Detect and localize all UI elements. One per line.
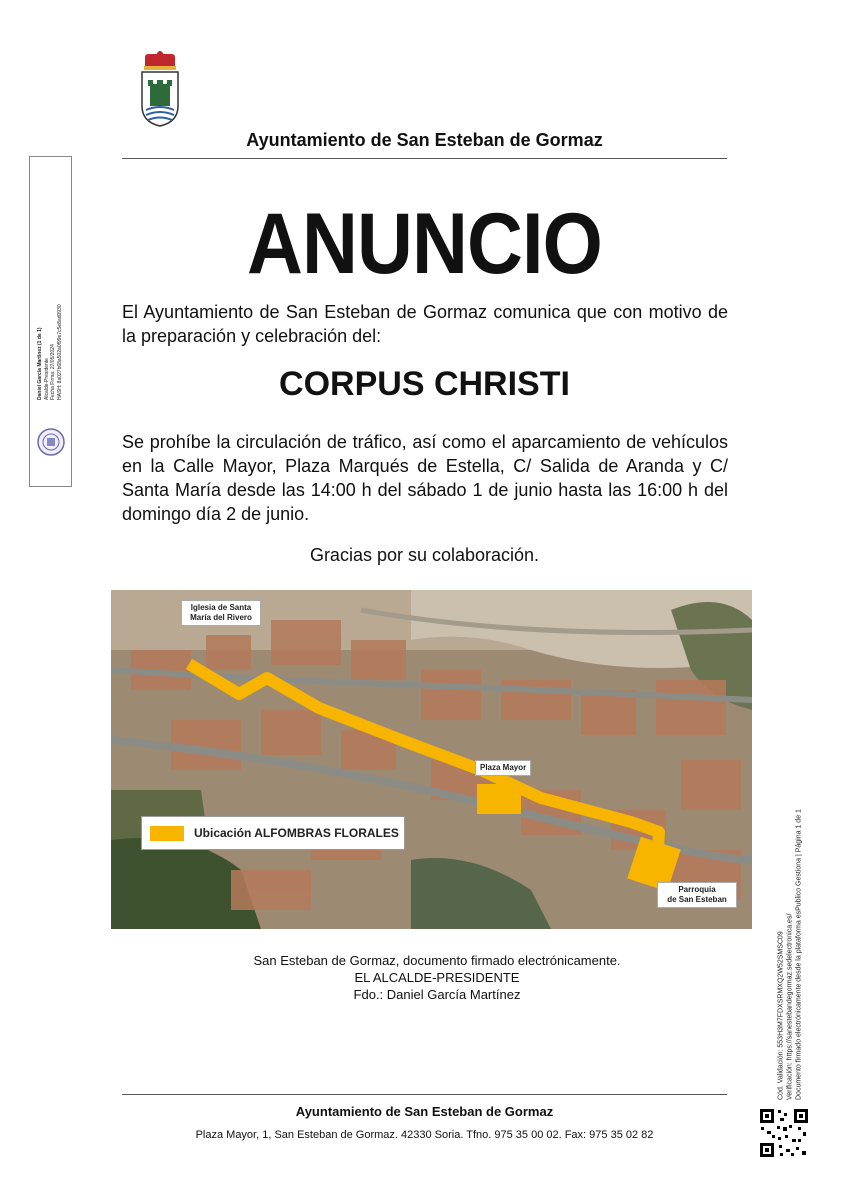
signature-strip-text: Daniel García Martínez (1 de 1) Alcalde-Presidente Fecha Firma: 27/05/2024 HASH: 8a027b68a502a0f99e7c5e8ad0930 [37,304,63,400]
intro-paragraph: El Ayuntamiento de San Esteban de Gormaz comunica que con motivo de la preparación y celebración del: [122,302,728,346]
notice-paragraph: Se prohíbe la circulación de tráfico, así como el aparcamiento de vehículos en la Calle Mayor, Plaza Marqués de Estella, C/ Salida de Aranda y C/ Santa María desde las 14:00 h del sábado 1 de junio hasta las 16:00 h del domingo día 2 de junio. [122,432,728,524]
map-legend [141,816,405,850]
headline: ANUNCIO [247,196,602,292]
footer-title: Ayuntamiento de San Esteban de Gormaz [295,1104,554,1119]
map-label-parish: Parroquia de San Esteban [657,882,737,908]
header-divider [122,158,727,159]
signature-block [122,952,752,1003]
seal-icon [36,427,66,457]
signature-line-1: San Esteban de Gormaz, documento firmado electrónicamente. [253,953,621,968]
event-title: CORPUS CHRISTI [279,365,570,403]
legend-label: Ubicación ALFOMBRAS FLORALES [194,826,399,840]
footer-divider [122,1094,727,1095]
legend-swatch [150,826,184,841]
signature-line-3: Fdo.: Daniel García Martínez [353,987,521,1002]
map-label-church: Iglesia de Santa María del Rivero [181,600,261,626]
route-map [111,590,752,929]
validation-text: Cód. Validación: 553H3M7FDXSRMXQ2W52SMSC09 Verificación: https://sanestebandegormaz.sedelectronica.es/ Documento firmado electrónicamente desde la plataforma esPublico Gestiona | Página 1 de 1 [777,809,803,1100]
footer-address: Plaza Mayor, 1, San Esteban de Gormaz. 42330 Soria. Tfno. 975 35 00 02. Fax: 975 35 02 82 [195,1129,654,1141]
thanks-text: Gracias por su colaboración. [309,545,540,565]
org-title: Ayuntamiento de San Esteban de Gormaz [246,130,603,150]
signature-line-2: EL ALCALDE-PRESIDENTE [354,970,520,985]
qr-code-icon [758,1107,810,1159]
map-label-plaza: Plaza Mayor [475,760,531,776]
coat-of-arms-icon [136,50,184,130]
